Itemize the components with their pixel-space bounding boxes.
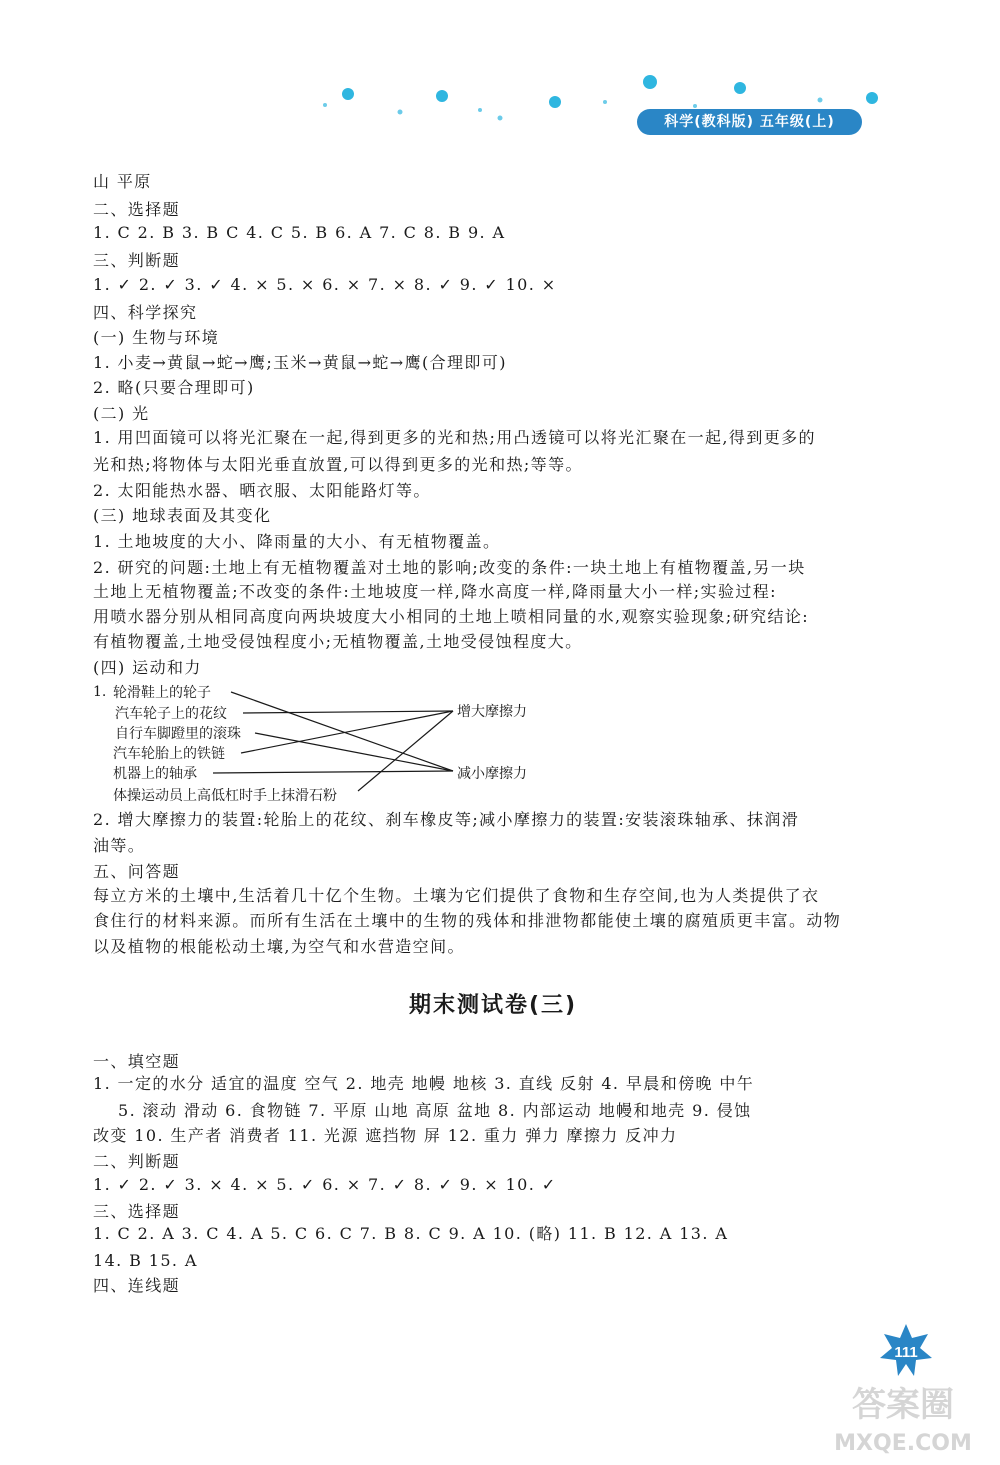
- match-right-item: 增大摩擦力: [457, 704, 527, 720]
- match-left-item: 汽车轮胎上的铁链: [113, 746, 225, 762]
- answer-line: 2. 略(只要合理即可): [93, 378, 255, 397]
- book-badge: 科学(教科版) 五年级(上): [637, 109, 862, 135]
- page-number-badge: [878, 1322, 934, 1378]
- section-heading: 三、判断题: [93, 251, 181, 270]
- watermark-logo: 答案圈: [852, 1385, 954, 1425]
- section-heading: 三、选择题: [93, 1202, 181, 1221]
- answer-line: 食住行的材料来源。而所有生活在土壤中的生物的残体和排泄物都能使土壤的腐殖质更丰富。动物: [93, 911, 842, 930]
- subsection-heading: (一) 生物与环境: [93, 328, 220, 347]
- section-heading: 四、连线题: [93, 1276, 181, 1295]
- answer-line: 有植物覆盖,土地受侵蚀程度小;无植物覆盖,土地受侵蚀程度大。: [93, 632, 583, 651]
- answer-line: 1. 小麦→黄鼠→蛇→鹰;玉米→黄鼠→蛇→鹰(合理即可): [93, 353, 507, 372]
- answer-line: 2. 研究的问题:土地上有无植物覆盖对土地的影响;改变的条件:一块土地上有植物覆盖,另一块: [93, 558, 806, 577]
- text-line: 山 平原: [93, 172, 152, 191]
- answer-line: 1. ✓ 2. ✓ 3. × 4. × 5. ✓ 6. × 7. ✓ 8. ✓ 9. × 10. ✓: [93, 1175, 557, 1194]
- match-lines: [213, 692, 453, 791]
- section-heading: 二、判断题: [93, 1152, 181, 1171]
- match-left-item: 轮滑鞋上的轮子: [113, 685, 211, 701]
- answer-line: 2. 太阳能热水器、晒衣服、太阳能路灯等。: [93, 481, 431, 500]
- subsection-heading: (三) 地球表面及其变化: [93, 506, 272, 525]
- watermark-url: MXQE.COM: [834, 1431, 972, 1456]
- answer-line: 1. C 2. B 3. B C 4. C 5. B 6. A 7. C 8. B 9. A: [93, 223, 506, 242]
- section-title: 期末测试卷(三): [408, 993, 578, 1018]
- answer-line: 1. 用凹面镜可以将光汇聚在一起,得到更多的光和热;用凸透镜可以将光汇聚在一起,得到更多的: [93, 428, 816, 447]
- section-heading: 五、问答题: [93, 862, 181, 881]
- answer-line: 以及植物的根能松动土壤,为空气和水营造空间。: [93, 937, 465, 956]
- match-left-item: 机器上的轴承: [113, 766, 197, 782]
- answer-line: 改变 10. 生产者 消费者 11. 光源 遮挡物 屏 12. 重力 弹力 摩擦力 反冲力: [93, 1126, 678, 1145]
- section-heading: 四、科学探究: [93, 303, 198, 322]
- answer-line: 1. 一定的水分 适宜的温度 空气 2. 地壳 地幔 地核 3. 直线 反射 4. 早晨和傍晚 中午: [93, 1074, 755, 1093]
- answer-line: 用喷水器分别从相同高度向两块坡度大小相同的土地上喷相同量的水,观察实验现象;研究结论:: [93, 607, 810, 626]
- match-left-item: 自行车脚蹬里的滚珠: [115, 726, 241, 742]
- answer-line: 1. ✓ 2. ✓ 3. ✓ 4. × 5. × 6. × 7. × 8. ✓ 9. ✓ 10. ×: [93, 275, 557, 294]
- matching-diagram: [93, 683, 573, 809]
- answer-line: 2. 增大摩擦力的装置:轮胎上的花纹、刹车橡皮等;减小摩擦力的装置:安装滚珠轴承、抹润滑: [93, 810, 800, 829]
- match-right-item: 减小摩擦力: [457, 766, 527, 782]
- answer-line: 5. 滚动 滑动 6. 食物链 7. 平原 山地 高原 盆地 8. 内部运动 地幔和地壳 9. 侵蚀: [118, 1101, 752, 1120]
- section-heading: 一、填空题: [93, 1052, 181, 1071]
- answer-line: 14. B 15. A: [93, 1251, 198, 1270]
- answer-line: 油等。: [93, 836, 146, 855]
- answer-line: 1. 土地坡度的大小、降雨量的大小、有无植物覆盖。: [93, 532, 501, 551]
- answer-line: 光和热;将物体与太阳光垂直放置,可以得到更多的光和热;等等。: [93, 455, 583, 474]
- page-number: 111: [894, 1344, 918, 1361]
- match-number: 1.: [93, 684, 107, 700]
- match-left-item: 汽车轮子上的花纹: [115, 706, 227, 722]
- section-heading: 二、选择题: [93, 200, 181, 219]
- watermark: [818, 1378, 988, 1458]
- match-left-item: 体操运动员上高低杠时手上抹滑石粉: [113, 788, 337, 804]
- answer-line: 1. C 2. A 3. C 4. A 5. C 6. C 7. B 8. C 9. A 10. (略) 11. B 12. A 13. A: [93, 1224, 729, 1243]
- subsection-heading: (二) 光: [93, 404, 150, 423]
- answer-line: 土地上无植物覆盖;不改变的条件:土地坡度一样,降水高度一样,降雨量大小一样;实验过程:: [93, 582, 777, 601]
- subsection-heading: (四) 运动和力: [93, 658, 202, 677]
- answer-line: 每立方米的土壤中,生活着几十亿个生物。土壤为它们提供了食物和生存空间,也为人类提供了衣: [93, 886, 820, 905]
